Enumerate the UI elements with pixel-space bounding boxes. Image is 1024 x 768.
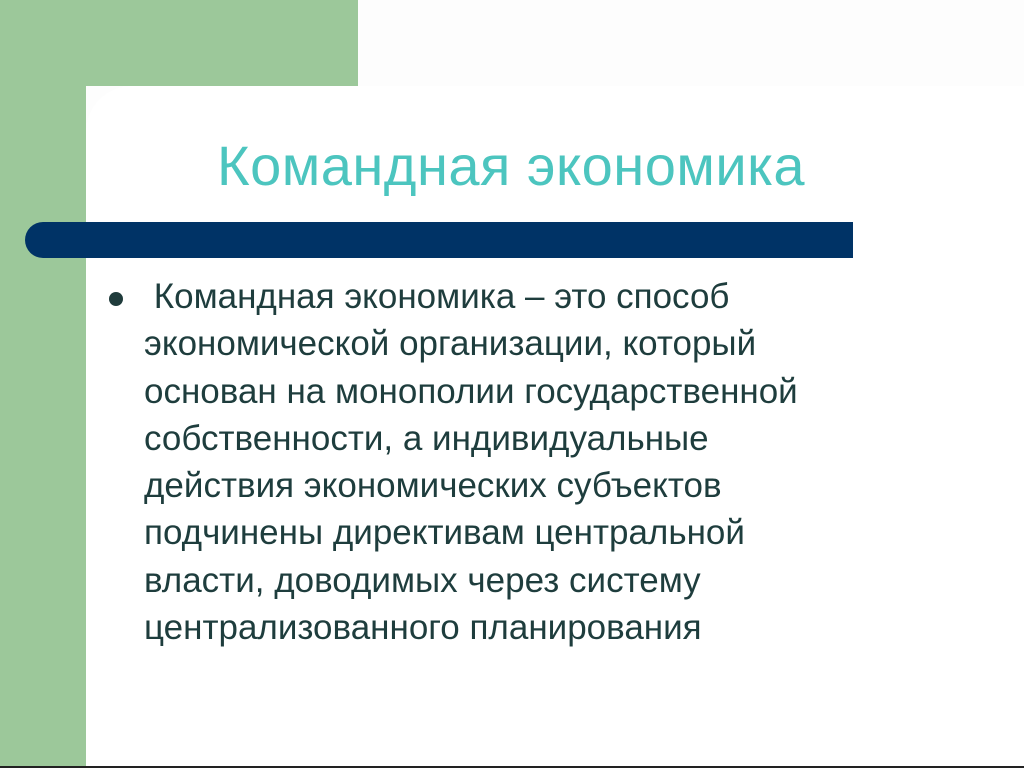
bullet-line: действия экономических субъектов <box>144 466 722 506</box>
bullet-line: власти, доводимых через систему <box>144 560 701 600</box>
green-top-band <box>0 0 358 86</box>
bullet-line: Командная экономика – это способ <box>144 277 730 316</box>
bullet-line: собственности, а индивидуальные <box>144 418 709 458</box>
bullet-line: подчинены директивам центральной <box>144 513 745 553</box>
bullet-text <box>144 273 924 651</box>
title-divider-bar <box>25 222 853 258</box>
bullet-line: экономической организации, который <box>144 324 757 364</box>
bullet-line: основан на монополии государственной <box>144 371 798 411</box>
slide-title: Командная экономика <box>216 134 806 197</box>
bullet-dot-icon <box>109 292 123 306</box>
green-side-band <box>0 0 86 768</box>
bullet-line: централизованного планирования <box>144 608 702 648</box>
